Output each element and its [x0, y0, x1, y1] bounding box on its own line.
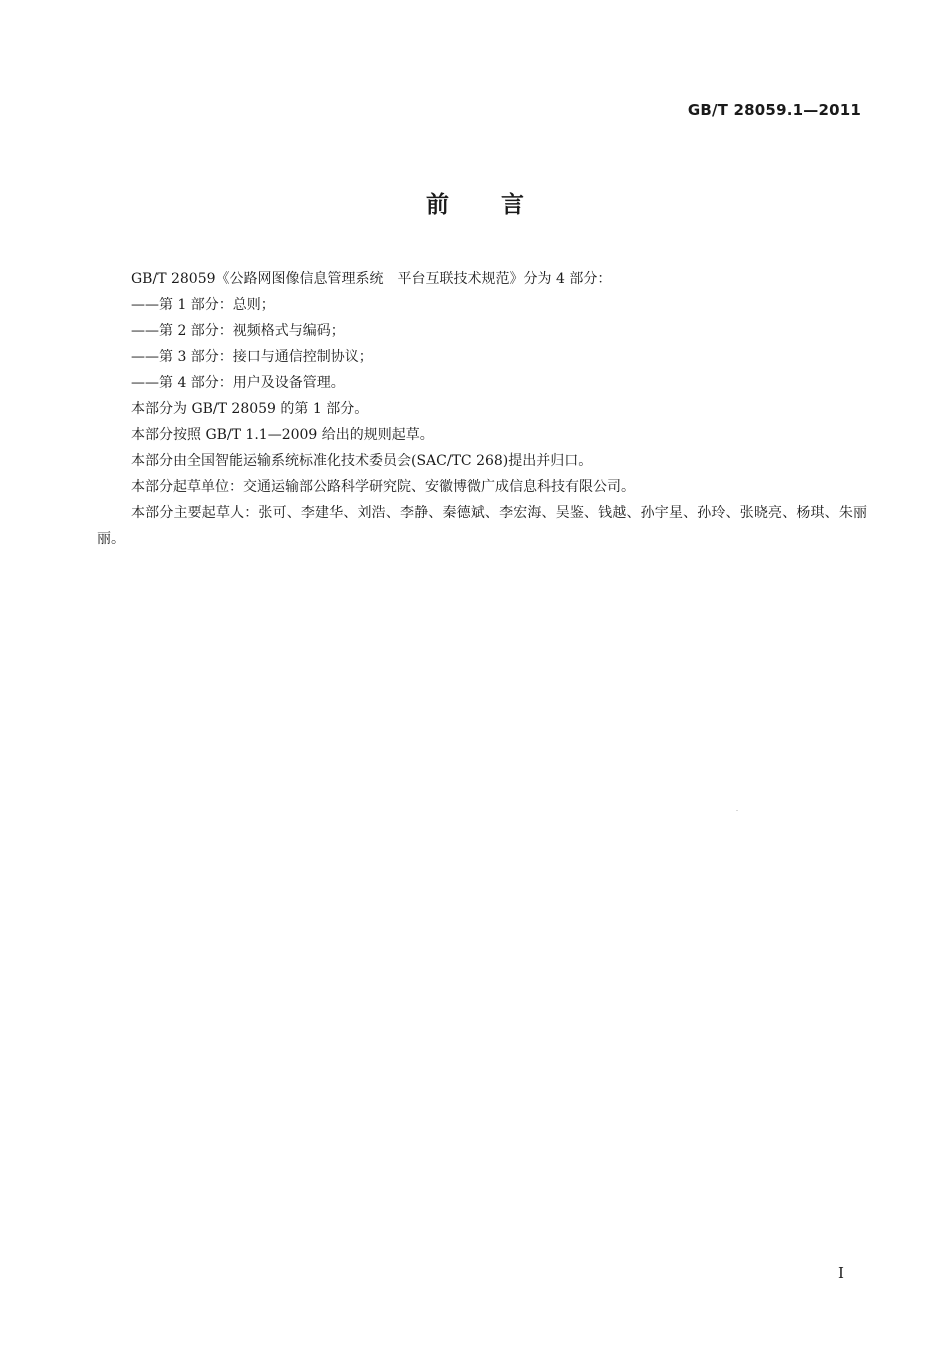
- list-item-part-1: ——第 1 部分：总则；: [131, 297, 275, 313]
- foreword-body: [97, 266, 867, 552]
- document-standard-number: GB/T 28059.1—2011: [687, 101, 861, 119]
- list-item-part-4: ——第 4 部分：用户及设备管理。: [131, 375, 345, 391]
- paragraph-part-scope: 本部分为 GB/T 28059 的第 1 部分。: [131, 401, 369, 417]
- paragraph-drafters: 本部分主要起草人：张可、李建华、刘浩、李静、秦德斌、李宏海、吴鉴、钱越、孙宇星、孙玲、张晓亮、杨琪、朱丽丽。: [97, 505, 867, 547]
- paragraph-drafting-rules: 本部分按照 GB/T 1.1—2009 给出的规则起草。: [131, 427, 434, 443]
- list-item-part-3: ——第 3 部分：接口与通信控制协议；: [131, 349, 373, 365]
- list-item-part-2: ——第 2 部分：视频格式与编码；: [131, 323, 345, 339]
- paragraph-intro: GB/T 28059《公路网图像信息管理系统 平台互联技术规范》分为 4 部分：: [131, 271, 612, 287]
- paragraph-proposer: 本部分由全国智能运输系统标准化技术委员会(SAC/TC 268)提出并归口。: [131, 453, 593, 469]
- paragraph-drafting-units: 本部分起草单位：交通运输部公路科学研究院、安徽博微广成信息科技有限公司。: [131, 479, 635, 495]
- section-title: 前言: [426, 192, 576, 218]
- scan-speck: [736, 810, 738, 811]
- page-number: I: [838, 1264, 844, 1282]
